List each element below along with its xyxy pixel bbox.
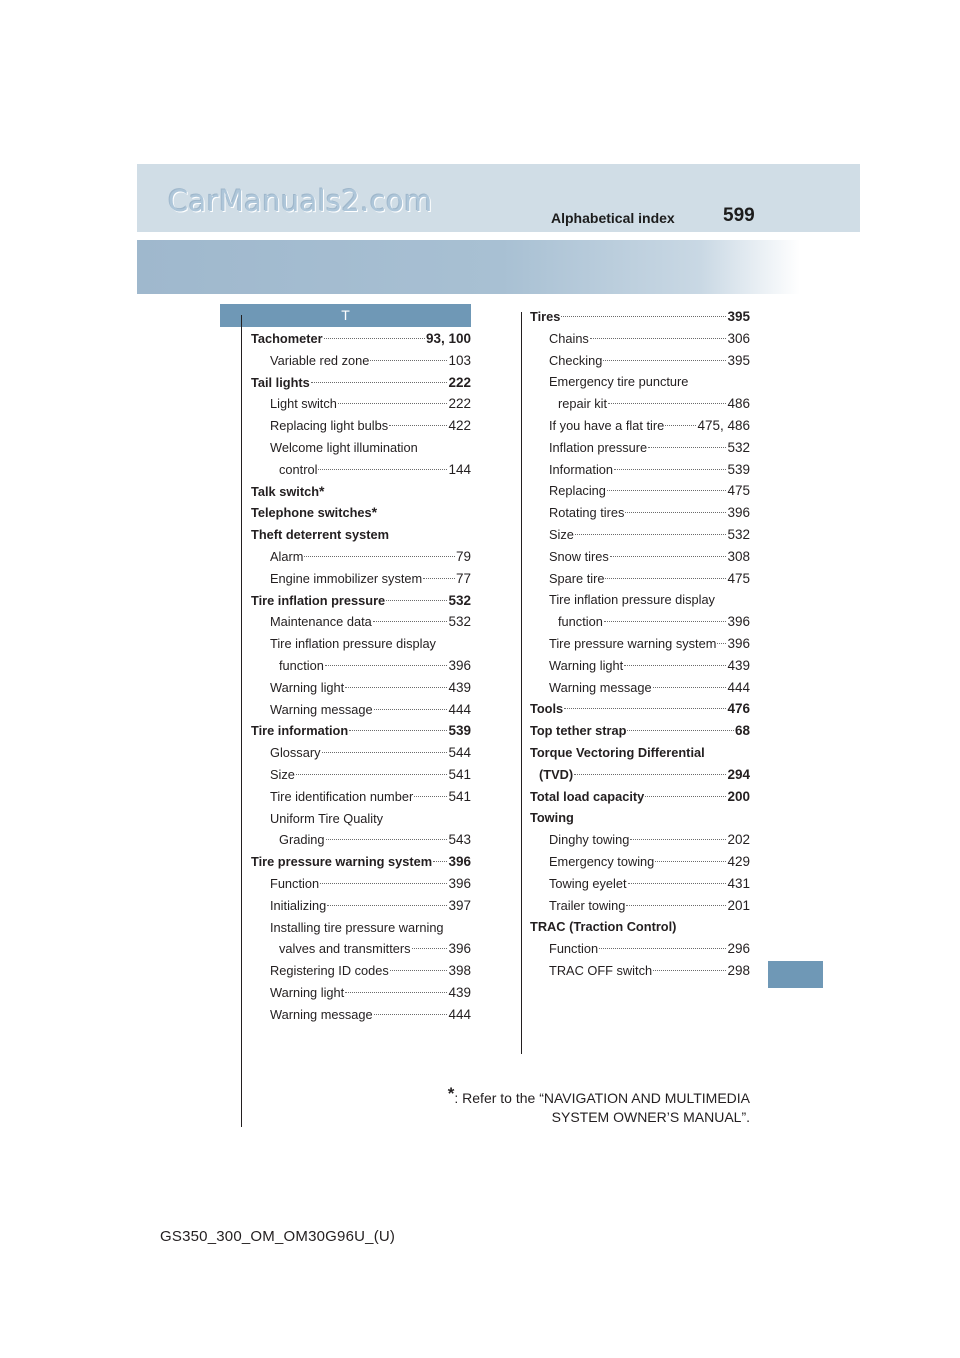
entry-page-ref: 396 xyxy=(727,614,750,630)
dot-leader xyxy=(608,403,726,404)
entry-page-ref: 396 xyxy=(727,505,750,521)
index-entry xyxy=(251,764,471,786)
entry-term: Checking xyxy=(549,352,603,368)
entry-page-ref: 532 xyxy=(448,614,471,630)
index-entry xyxy=(530,502,750,524)
dot-leader xyxy=(324,338,425,339)
entry-term: Size xyxy=(549,526,574,542)
entry-page-ref: 439 xyxy=(448,679,471,695)
entry-page-ref: 543 xyxy=(448,832,471,848)
entry-page-ref: 144 xyxy=(448,461,471,477)
dot-leader xyxy=(717,643,726,644)
entry-page-ref: 294 xyxy=(727,766,750,782)
entry-page-ref: 93, 100 xyxy=(425,331,471,346)
index-entry xyxy=(251,568,471,590)
entry-term: Warning light xyxy=(549,657,624,673)
dot-leader xyxy=(423,578,455,579)
index-entry xyxy=(530,698,750,720)
index-entry xyxy=(530,829,750,851)
index-entry xyxy=(251,829,471,851)
entry-term: Initializing xyxy=(270,897,327,913)
page-number: 599 xyxy=(723,205,755,226)
index-entry xyxy=(530,568,750,590)
entry-term: Emergency towing xyxy=(549,853,655,869)
entry-page-ref: 541 xyxy=(448,788,471,804)
entry-term: Top tether strap xyxy=(530,723,627,739)
entry-term: If you have a flat tire xyxy=(549,417,665,433)
dot-leader xyxy=(390,970,448,971)
index-entry xyxy=(530,633,750,655)
index-entry xyxy=(251,655,471,677)
entry-term: Replacing xyxy=(549,483,606,499)
entry-term: Light switch xyxy=(270,396,337,412)
index-entry xyxy=(251,611,471,633)
index-entry xyxy=(530,677,750,699)
dot-leader xyxy=(626,905,726,906)
entry-page-ref: 422 xyxy=(448,418,471,434)
index-entry xyxy=(530,720,750,742)
dot-leader xyxy=(653,687,727,688)
entry-term: Theft deterrent system xyxy=(251,527,389,543)
dot-leader xyxy=(338,403,448,404)
dot-leader xyxy=(327,905,447,906)
dot-leader xyxy=(318,469,447,470)
index-entry xyxy=(251,437,471,459)
entry-term: Tire pressure warning system xyxy=(549,635,717,651)
entry-term: Warning light xyxy=(270,679,345,695)
entry-page-ref: 444 xyxy=(727,679,750,695)
entry-term: Towing eyelet xyxy=(549,875,627,891)
entry-page-ref: 439 xyxy=(727,657,750,673)
entry-page-ref: 396 xyxy=(448,875,471,891)
dot-leader xyxy=(590,338,727,339)
entry-term: Grading xyxy=(279,832,325,848)
entry-term: control xyxy=(279,461,318,477)
index-entry xyxy=(530,350,750,372)
entry-page-ref: 222 xyxy=(448,374,471,390)
entry-page-ref: 396 xyxy=(448,657,471,673)
dot-leader xyxy=(655,861,726,862)
dot-leader xyxy=(599,948,726,949)
entry-term: function xyxy=(279,657,324,673)
dot-leader xyxy=(412,948,448,949)
entry-term: Welcome light illumination xyxy=(270,439,418,455)
entry-term: Tire inflation pressure display xyxy=(270,636,436,652)
index-entry xyxy=(251,393,471,415)
index-entry xyxy=(251,786,471,808)
entry-term: (TVD) xyxy=(539,766,574,782)
index-entry xyxy=(251,524,471,546)
entry-page-ref: 541 xyxy=(448,766,471,782)
dot-leader xyxy=(325,665,448,666)
entry-term: Tail lights xyxy=(251,374,310,390)
entry-term: Tire pressure warning system xyxy=(251,854,433,870)
index-entry xyxy=(251,938,471,960)
entry-term: function xyxy=(558,614,603,630)
dot-leader xyxy=(374,1014,448,1015)
index-entry xyxy=(251,546,471,568)
entry-term: Function xyxy=(270,875,320,891)
entry-page-ref: 202 xyxy=(727,832,750,848)
entry-page-ref: 532 xyxy=(727,526,750,542)
dot-leader xyxy=(345,992,447,993)
entry-term: Chains xyxy=(549,330,589,346)
entry-page-ref: 544 xyxy=(448,745,471,761)
entry-page-ref: 397 xyxy=(448,897,471,913)
manual-code: GS350_300_OM_OM30G96U_(U) xyxy=(160,1228,396,1245)
index-entry xyxy=(251,699,471,721)
entry-page-ref: 296 xyxy=(727,941,750,957)
entry-term: TRAC (Traction Control) xyxy=(530,919,677,935)
dot-leader xyxy=(614,469,726,470)
entry-term: Tire inflation pressure display xyxy=(549,592,715,608)
dot-leader xyxy=(389,425,447,426)
entry-page-ref: 431 xyxy=(727,875,750,891)
index-entry xyxy=(251,1004,471,1026)
dot-leader xyxy=(320,883,447,884)
index-entry xyxy=(530,938,750,960)
entry-page-ref: 444 xyxy=(448,1006,471,1022)
dot-leader xyxy=(386,600,447,601)
entry-term: Maintenance data xyxy=(270,614,372,630)
entry-page-ref: 396 xyxy=(448,941,471,957)
entry-page-ref: 79 xyxy=(455,548,471,564)
index-entry xyxy=(530,437,750,459)
entry-term: Total load capacity xyxy=(530,788,645,804)
index-entry xyxy=(530,328,750,350)
entry-page-ref: 532 xyxy=(448,592,471,608)
index-entry xyxy=(251,917,471,939)
right-column-rule xyxy=(521,312,522,1054)
index-entry xyxy=(530,393,750,415)
dot-leader xyxy=(575,534,727,535)
dot-leader xyxy=(653,970,726,971)
dot-leader xyxy=(311,382,448,383)
dot-leader xyxy=(345,687,447,688)
entry-term: Rotating tires xyxy=(549,505,625,521)
dot-leader xyxy=(414,796,447,797)
entry-term: Warning message xyxy=(270,701,373,717)
dot-leader xyxy=(603,360,726,361)
entry-term: Glossary xyxy=(270,745,321,761)
entry-page-ref: 200 xyxy=(727,788,750,804)
index-entry xyxy=(251,633,471,655)
dot-leader xyxy=(607,490,727,491)
entry-page-ref: 201 xyxy=(727,897,750,913)
dot-leader xyxy=(374,709,448,710)
dot-leader xyxy=(610,556,727,557)
entry-term: Tire information xyxy=(251,723,349,739)
index-entry xyxy=(251,328,471,350)
index-column-right xyxy=(530,306,750,982)
entry-page-ref: 439 xyxy=(448,984,471,1000)
index-entry xyxy=(530,371,750,393)
index-entry xyxy=(251,808,471,830)
entry-term: Tachometer xyxy=(251,331,323,346)
index-entry xyxy=(530,960,750,982)
entry-term: Snow tires xyxy=(549,548,609,564)
index-entry xyxy=(530,873,750,895)
index-entry: Telephone switches * xyxy=(251,502,471,524)
entry-page-ref: 539 xyxy=(727,461,750,477)
dot-leader xyxy=(574,774,726,775)
index-entry xyxy=(530,895,750,917)
entry-page-ref: 475 xyxy=(727,483,750,499)
entry-term: Tires xyxy=(530,309,561,324)
entry-page-ref: 395 xyxy=(727,309,750,324)
index-entry: Talk switch * xyxy=(251,481,471,503)
entry-term: Function xyxy=(549,941,599,957)
left-column-rule xyxy=(241,315,242,1127)
index-entry xyxy=(530,459,750,481)
index-entry xyxy=(530,916,750,938)
entry-term: Towing xyxy=(530,810,574,826)
decorative-band xyxy=(137,240,800,294)
entry-term: Uniform Tire Quality xyxy=(270,810,384,826)
entry-page-ref: 396 xyxy=(727,635,750,651)
index-letter-tab: T xyxy=(220,304,471,327)
index-entry xyxy=(530,807,750,829)
index-entry xyxy=(251,873,471,895)
dot-leader xyxy=(564,708,726,709)
dot-leader xyxy=(627,730,734,731)
entry-page-ref: 486 xyxy=(727,396,750,412)
entry-term: Alarm xyxy=(270,548,304,564)
index-entry xyxy=(530,786,750,808)
entry-term: TRAC OFF switch xyxy=(549,962,653,978)
entry-term: Variable red zone xyxy=(270,352,370,368)
index-entry xyxy=(251,415,471,437)
entry-term: Replacing light bulbs xyxy=(270,418,389,434)
index-entry xyxy=(530,764,750,786)
dot-leader xyxy=(604,621,727,622)
entry-page-ref: 475, 486 xyxy=(697,417,750,433)
entry-term: Engine immobilizer system xyxy=(270,570,423,586)
dot-leader xyxy=(370,360,447,361)
footnote-line-2: SYSTEM OWNER’S MANUAL”. xyxy=(551,1109,750,1125)
index-entry xyxy=(251,742,471,764)
watermark-logo: CarManuals2.com xyxy=(168,184,433,218)
index-entry xyxy=(530,611,750,633)
entry-term: Tire identification number xyxy=(270,788,414,804)
entry-term: Warning light xyxy=(270,984,345,1000)
entry-page-ref: 539 xyxy=(448,723,471,739)
entry-term: Emergency tire puncture xyxy=(549,374,689,390)
entry-page-ref: 532 xyxy=(727,439,750,455)
entry-page-ref: 398 xyxy=(448,963,471,979)
entry-term: Installing tire pressure warning xyxy=(270,919,444,935)
dot-leader xyxy=(630,839,726,840)
dot-leader xyxy=(304,556,455,557)
entry-page-ref: 429 xyxy=(727,853,750,869)
section-title: Alphabetical index xyxy=(551,210,675,226)
footnote xyxy=(400,1084,750,1127)
dot-leader xyxy=(645,796,726,797)
entry-page-ref: 222 xyxy=(448,396,471,412)
entry-page-ref: 68 xyxy=(734,723,750,739)
dot-leader xyxy=(349,730,447,731)
entry-page-ref: 476 xyxy=(727,701,750,717)
dot-leader xyxy=(296,774,448,775)
dot-leader xyxy=(665,425,696,426)
dot-leader xyxy=(322,752,448,753)
dot-leader xyxy=(326,839,448,840)
index-entry xyxy=(530,480,750,502)
entry-page-ref: 475 xyxy=(727,570,750,586)
index-entry xyxy=(530,589,750,611)
entry-term: Tire inflation pressure xyxy=(251,592,386,608)
chapter-side-tab xyxy=(768,961,823,988)
index-entry xyxy=(251,459,471,481)
index-entry xyxy=(251,372,471,394)
footnote-line-1 xyxy=(400,1084,750,1108)
index-entry xyxy=(251,720,471,742)
index-entry xyxy=(530,546,750,568)
dot-leader xyxy=(628,883,727,884)
entry-term: Warning message xyxy=(549,679,652,695)
index-entry xyxy=(251,895,471,917)
entry-page-ref: 103 xyxy=(448,352,471,368)
index-entry xyxy=(251,960,471,982)
entry-page-ref: 444 xyxy=(448,701,471,717)
index-entry xyxy=(530,415,750,437)
entry-term: Tools xyxy=(530,701,564,717)
footnote-text-1: : Refer to the “NAVIGATION AND MULTIMEDIA xyxy=(454,1090,750,1106)
index-entry xyxy=(530,851,750,873)
index-entry xyxy=(251,851,471,873)
entry-term: Dinghy towing xyxy=(549,832,630,848)
index-column-left xyxy=(251,328,471,1026)
dot-leader xyxy=(605,578,726,579)
entry-term: Talk switch xyxy=(251,483,320,499)
entry-term: Warning message xyxy=(270,1006,373,1022)
entry-term: repair kit xyxy=(558,396,608,412)
entry-term: Registering ID codes xyxy=(270,963,389,979)
entry-term: Trailer towing xyxy=(549,897,626,913)
entry-page-ref: 308 xyxy=(727,548,750,564)
index-entry xyxy=(530,524,750,546)
entry-term: valves and transmitters xyxy=(279,941,411,957)
index-entry xyxy=(530,655,750,677)
entry-page-ref: 395 xyxy=(727,352,750,368)
index-entry xyxy=(530,742,750,764)
entry-term: Inflation pressure xyxy=(549,439,648,455)
entry-term: Torque Vectoring Differential xyxy=(530,744,705,760)
entry-term: Information xyxy=(549,461,614,477)
index-entry xyxy=(251,982,471,1004)
entry-term: Spare tire xyxy=(549,570,605,586)
entry-page-ref: 306 xyxy=(727,330,750,346)
entry-page-ref: 298 xyxy=(727,962,750,978)
dot-leader xyxy=(561,316,726,317)
dot-leader xyxy=(373,621,448,622)
footnote-marker: * xyxy=(447,1084,455,1103)
dot-leader xyxy=(624,665,726,666)
dot-leader xyxy=(648,447,726,448)
entry-term: Telephone switches xyxy=(251,505,372,521)
index-entry xyxy=(530,306,750,328)
index-entry xyxy=(251,350,471,372)
index-entry xyxy=(251,677,471,699)
entry-term: Size xyxy=(270,766,295,782)
dot-leader xyxy=(433,861,447,862)
index-entry xyxy=(251,590,471,612)
entry-page-ref: 77 xyxy=(455,570,471,586)
dot-leader xyxy=(625,512,726,513)
entry-page-ref: 396 xyxy=(448,854,471,870)
